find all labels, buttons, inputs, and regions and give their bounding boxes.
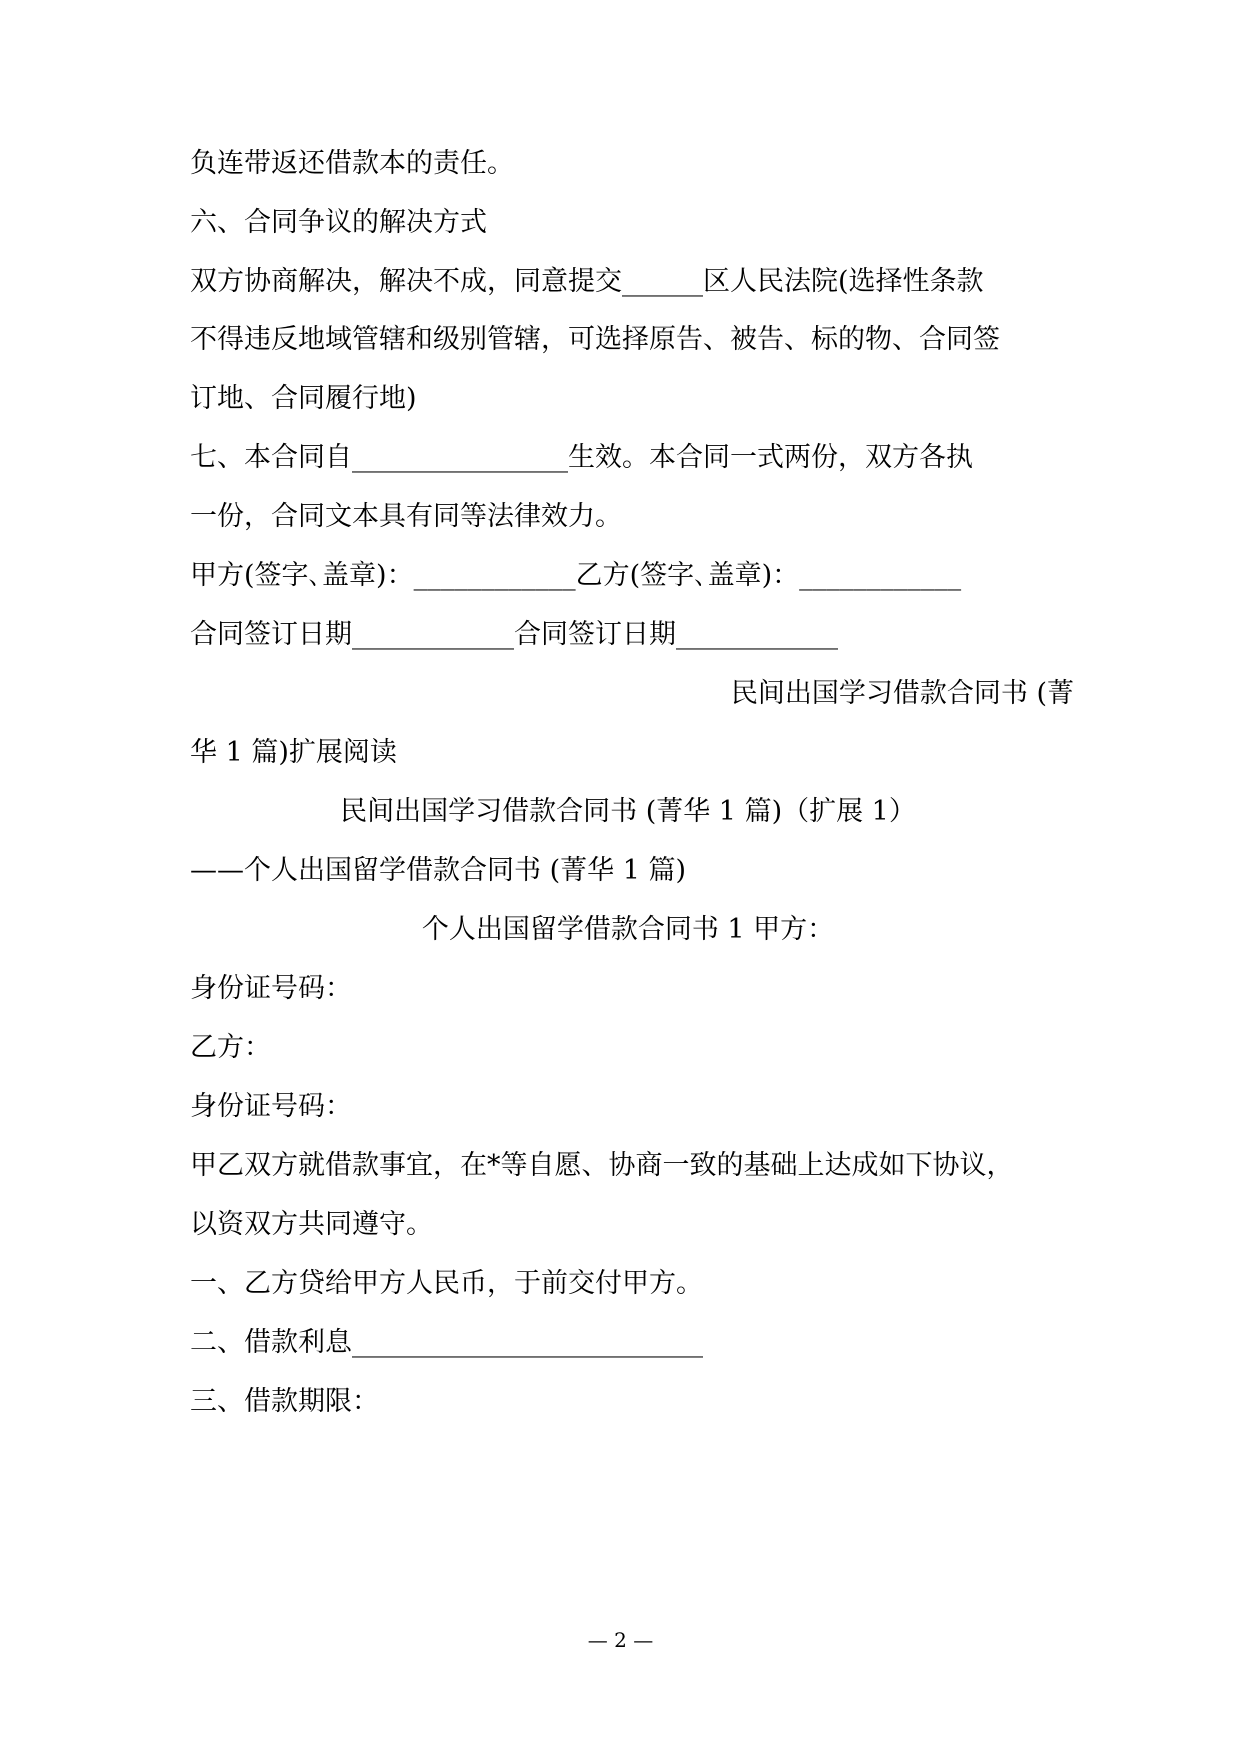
text-line: 不得违反地域管辖和级别管辖，可选择原告、被告、标的物、合同签 bbox=[190, 324, 1000, 355]
extended-title-continued: 华 1 篇)扩展阅读 bbox=[190, 737, 397, 768]
text-line: 七、本合同自________________生效。本合同一式两份，双方各执 bbox=[190, 442, 973, 473]
text-line: 乙方： bbox=[190, 1032, 271, 1063]
text-line: 甲乙双方就借款事宜，在*等自愿、协商一致的基础上达成如下协议， bbox=[190, 1150, 1014, 1181]
text-line: 订地、合同履行地) bbox=[190, 383, 417, 414]
date-line: 合同签订日期____________合同签订日期____________ bbox=[190, 619, 838, 650]
extended-title: 民间出国学习借款合同书 (菁 bbox=[730, 678, 1074, 709]
text-line: 一、乙方贷给甲方人民币，于前交付甲方。 bbox=[190, 1268, 703, 1299]
text-line: 三、借款期限： bbox=[190, 1386, 379, 1417]
page-number: — 2 — bbox=[587, 1628, 654, 1652]
text-line: 负连带返还借款本的责任。 bbox=[190, 148, 514, 179]
text-line: 以资双方共同遵守。 bbox=[190, 1209, 433, 1240]
text-line: 身份证号码： bbox=[190, 973, 352, 1004]
text-line: 二、借款利息__________________________ bbox=[190, 1327, 703, 1358]
section-heading: 六、合同争议的解决方式 bbox=[190, 207, 487, 238]
signature-line: 甲方(签字､盖章)：____________乙方(签字､盖章)：____________ bbox=[190, 560, 962, 591]
contract-heading: 个人出国留学借款合同书 1 甲方： bbox=[421, 914, 835, 945]
text-line: 一份，合同文本具有同等法律效力。 bbox=[190, 501, 622, 532]
text-line: 身份证号码： bbox=[190, 1091, 352, 1122]
extension-heading: 民间出国学习借款合同书 (菁华 1 篇)（扩展 1） bbox=[340, 796, 916, 827]
subtitle: ——个人出国留学借款合同书 (菁华 1 篇) bbox=[190, 855, 686, 886]
text-line: 双方协商解决，解决不成，同意提交______区人民法院(选择性条款 bbox=[190, 266, 984, 297]
